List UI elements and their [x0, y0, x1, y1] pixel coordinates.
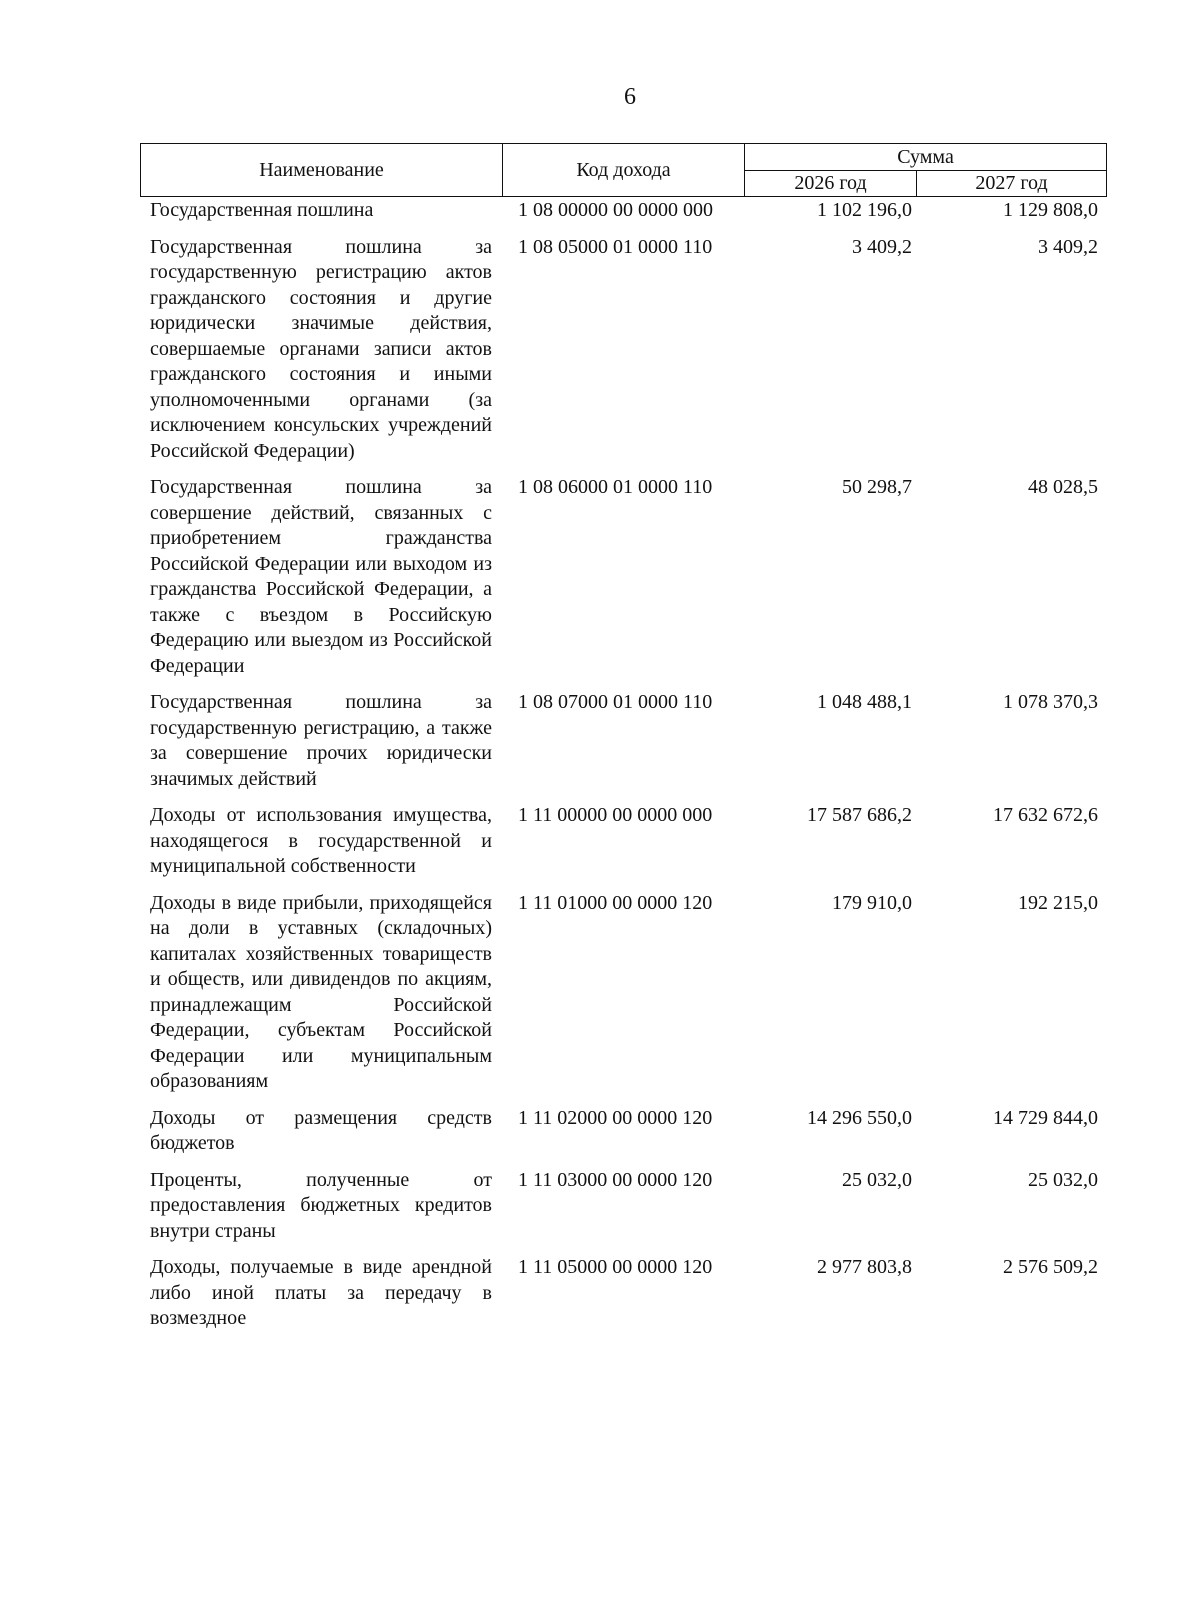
row-code: 1 11 02000 00 0000 120	[518, 1106, 713, 1129]
row-code: 1 08 05000 01 0000 110	[518, 235, 713, 258]
column-header-sum: Сумма	[745, 144, 1107, 171]
page-number: 6	[624, 84, 636, 110]
row-code: 1 08 07000 01 0000 110	[518, 691, 713, 713]
row-amount-2027: 14 729 844,0	[993, 1106, 1098, 1129]
column-header-year-2027: 2027 год	[917, 170, 1107, 197]
row-amount-2026: 3 409,2	[852, 235, 912, 258]
income-table-body	[140, 198, 1106, 1332]
row-code: 1 08 00000 00 0000 000	[518, 199, 713, 221]
row-name: Доходы, получаемые в виде арендной либо иной платы за передачу в возмездное	[150, 1256, 492, 1329]
row-name: Проценты, полученные от предоставления бюджетных кредитов внутри страны	[150, 1168, 492, 1242]
row-amount-2026: 25 032,0	[842, 1168, 912, 1191]
row-amount-2027: 1 129 808,0	[1003, 199, 1098, 221]
row-name: Доходы в виде прибыли, приходящейся на доли в уставных (складочных) капиталах хозяйственных товариществ и обществ, или дивидендов по акциям, принадлежащим Российской Федерации, субъектам Российской Федерации или муниципальным образованиям	[150, 891, 492, 1092]
row-name: Доходы от размещения средств бюджетов	[150, 1106, 492, 1154]
row-name: Государственная пошлина за совершение действий, связанных с приобретением гражданства Российской Федерации или выходом из гражданства Российской Федерации, а также с въездом в Российскую Федерацию или выездом из Российской Федерации	[150, 476, 492, 677]
row-amount-2026: 17 587 686,2	[807, 804, 912, 826]
row-code: 1 11 01000 00 0000 120	[518, 891, 713, 914]
row-amount-2027: 192 215,0	[1018, 891, 1098, 914]
table-header	[140, 143, 1107, 197]
row-amount-2027: 17 632 672,6	[993, 804, 1098, 826]
table-row	[140, 1255, 1106, 1332]
table-row	[140, 1168, 1106, 1245]
row-amount-2026: 50 298,7	[842, 476, 912, 498]
row-name: Государственная пошлина	[150, 199, 374, 221]
table-row	[140, 803, 1106, 880]
row-amount-2027: 25 032,0	[1028, 1168, 1098, 1191]
row-amount-2026: 2 977 803,8	[817, 1256, 912, 1278]
row-name: Доходы от использования имущества, находящегося в государственной и муниципальной собственности	[150, 804, 492, 877]
table-row	[140, 475, 1106, 679]
row-code: 1 08 06000 01 0000 110	[518, 476, 713, 498]
row-amount-2026: 14 296 550,0	[807, 1106, 912, 1129]
table-row	[140, 891, 1106, 1095]
row-amount-2026: 179 910,0	[832, 891, 912, 914]
table-row	[140, 690, 1106, 792]
column-header-code: Код дохода	[503, 144, 745, 197]
column-header-name: Наименование	[141, 144, 503, 197]
row-name: Государственная пошлина за государственную регистрацию, а также за совершение прочих юридически значимых действий	[150, 691, 492, 790]
table-row	[140, 198, 1106, 224]
row-amount-2027: 3 409,2	[1038, 235, 1098, 258]
table-row	[140, 1106, 1106, 1157]
row-name: Государственная пошлина за государственную регистрацию актов гражданского состояния и другие юридически значимые действия, совершаемые органами записи актов гражданского состояния и иными уполномоченными органами (за исключением консульских учреждений Российской Федерации)	[150, 235, 492, 462]
row-amount-2026: 1 102 196,0	[817, 199, 912, 221]
row-code: 1 11 03000 00 0000 120	[518, 1168, 713, 1191]
row-amount-2026: 1 048 488,1	[817, 691, 912, 713]
row-amount-2027: 48 028,5	[1028, 476, 1098, 498]
row-code: 1 11 00000 00 0000 000	[518, 804, 713, 826]
row-amount-2027: 2 576 509,2	[1003, 1256, 1098, 1278]
row-code: 1 11 05000 00 0000 120	[518, 1256, 713, 1278]
row-amount-2027: 1 078 370,3	[1003, 691, 1098, 713]
table-row	[140, 235, 1106, 465]
column-header-year-2026: 2026 год	[745, 170, 917, 197]
